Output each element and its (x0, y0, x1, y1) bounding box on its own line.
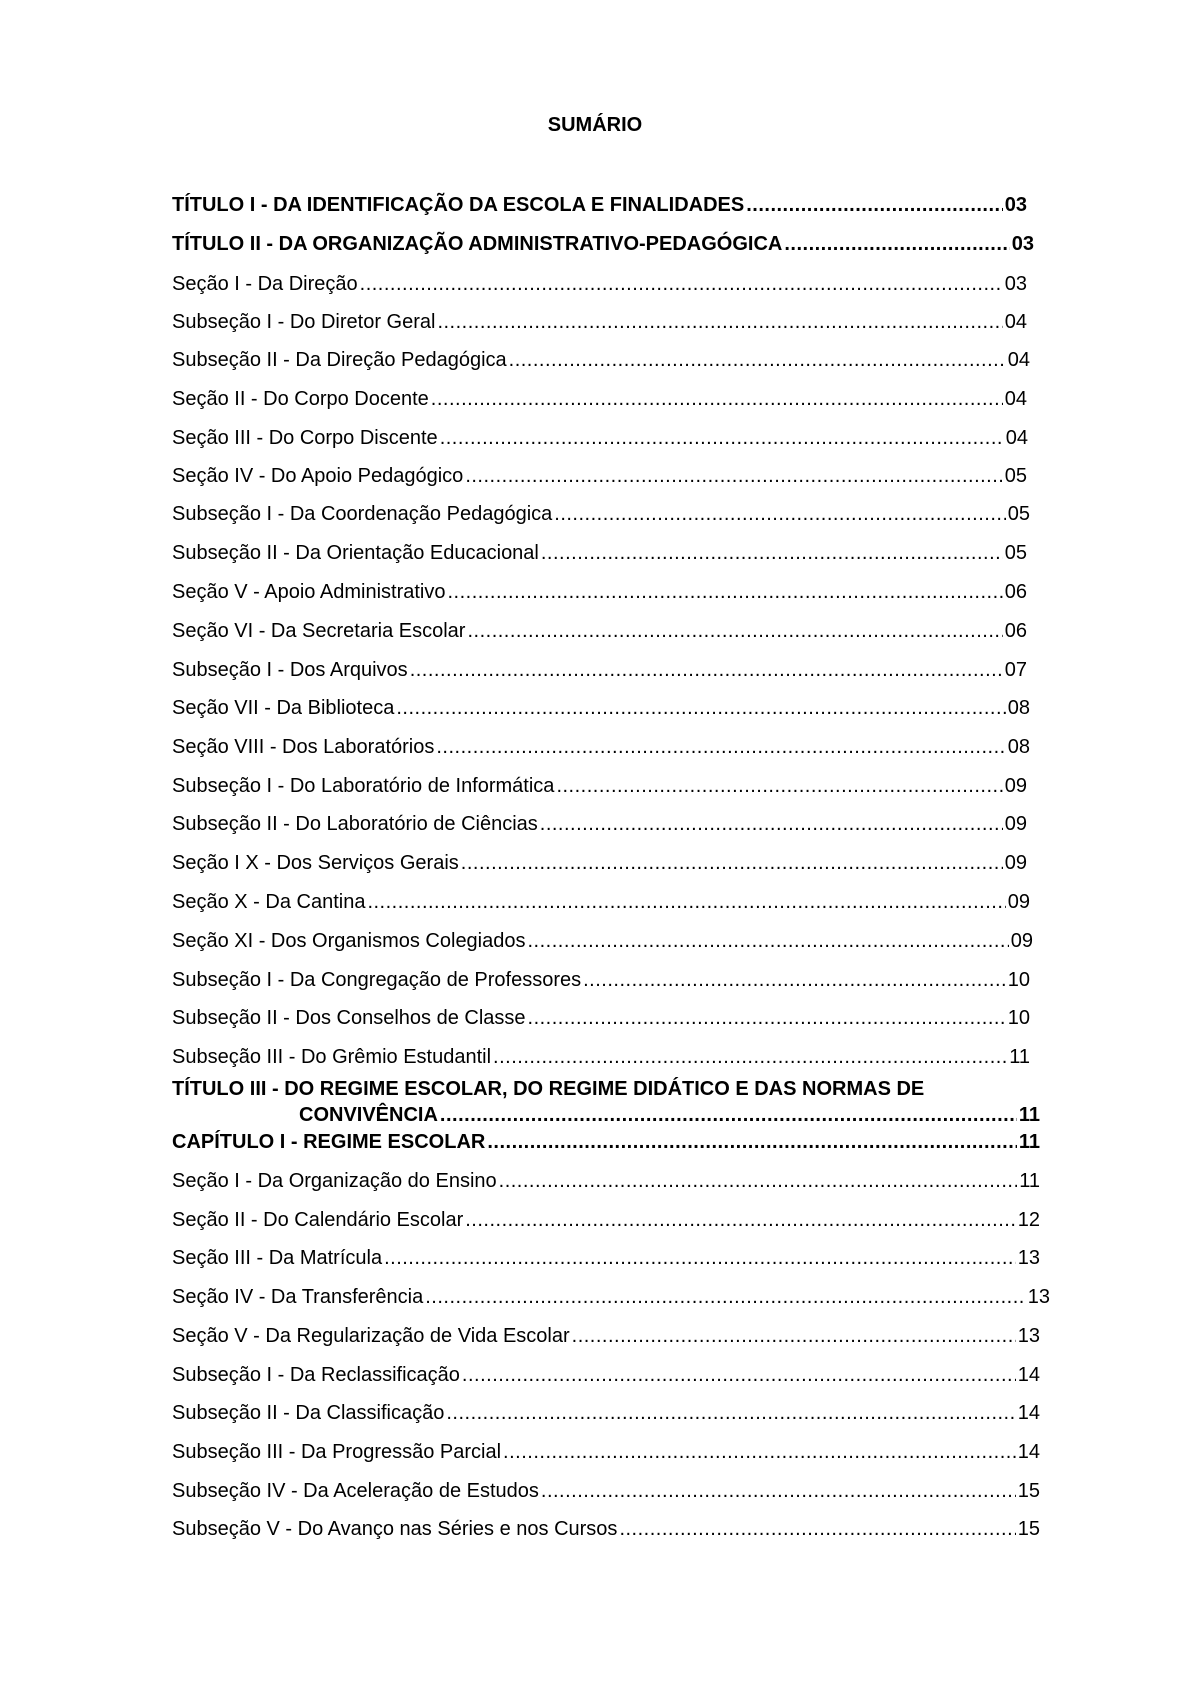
dot-leader (360, 272, 1003, 296)
dot-leader (619, 1517, 1015, 1541)
toc-entry[interactable] (172, 387, 1027, 411)
toc-entry-page-number: 08 (1007, 697, 1030, 719)
toc-entry-label: Seção IV - Do Apoio Pedagógico (172, 465, 464, 487)
dot-leader (440, 1103, 1017, 1127)
toc-entry-page-number: 11 (1019, 1170, 1040, 1192)
toc-entry-page-number: 13 (1027, 1286, 1050, 1308)
dot-leader (528, 1006, 1006, 1030)
toc-entry-label: Seção VII - Da Biblioteca (172, 697, 395, 719)
toc-entry[interactable] (172, 696, 1030, 720)
dot-leader (467, 619, 1002, 643)
toc-entry-label: Subseção II - Dos Conselhos de Classe (172, 1007, 526, 1029)
toc-entry[interactable] (172, 464, 1027, 488)
dot-leader (556, 774, 1002, 798)
toc-entry-page-number: 06 (1004, 581, 1027, 603)
dot-leader (554, 502, 1005, 526)
dot-leader (487, 1130, 1017, 1154)
toc-entry[interactable] (172, 502, 1030, 526)
toc-entry-label: Subseção I - Do Diretor Geral (172, 311, 436, 333)
dot-leader (462, 1363, 1016, 1387)
toc-entry-label: Seção I - Da Organização do Ensino (172, 1170, 497, 1192)
toc-entry-page-number: 13 (1017, 1325, 1040, 1347)
toc-entry-label: Subseção I - Do Laboratório de Informática (172, 775, 555, 797)
toc-entry[interactable] (172, 1363, 1040, 1387)
toc-entry[interactable] (172, 348, 1030, 372)
dot-leader (431, 387, 1003, 411)
toc-entry-label: Seção VI - Da Secretaria Escolar (172, 620, 466, 642)
toc-entry[interactable] (299, 1103, 1040, 1127)
toc-entry-page-number: 07 (1004, 659, 1027, 681)
dot-leader (746, 193, 1003, 217)
toc-entry-label: Seção I - Da Direção (172, 273, 358, 295)
dot-leader (465, 1208, 1016, 1232)
toc-entry[interactable] (172, 1130, 1040, 1154)
toc-entry[interactable] (172, 619, 1027, 643)
dot-leader (541, 541, 1003, 565)
dot-leader (447, 580, 1002, 604)
dot-leader (583, 968, 1006, 992)
toc-entry[interactable] (172, 272, 1027, 296)
toc-entry-page-number: 09 (1004, 775, 1027, 797)
toc-entry-label: Subseção IV - Da Aceleração de Estudos (172, 1480, 539, 1502)
toc-entry[interactable] (172, 658, 1027, 682)
toc-entry-page-number: 03 (1011, 233, 1034, 255)
dot-leader (440, 426, 1004, 450)
toc-entry-label: Subseção I - Da Congregação de Professores (172, 969, 582, 991)
dot-leader (540, 812, 1003, 836)
dot-leader (493, 1045, 1007, 1069)
toc-entry-label: Subseção II - Do Laboratório de Ciências (172, 813, 538, 835)
toc-entry-page-number: 12 (1017, 1209, 1040, 1231)
toc-entry-label: Seção II - Do Calendário Escolar (172, 1209, 464, 1231)
toc-entry[interactable] (172, 1324, 1040, 1348)
toc-entry-page-number: 15 (1017, 1518, 1040, 1540)
toc-entry-label: Seção V - Da Regularização de Vida Escolar (172, 1325, 570, 1347)
dot-leader (436, 735, 1005, 759)
toc-entry-page-number: 08 (1007, 736, 1030, 758)
toc-entry-page-number: 11 (1018, 1104, 1040, 1126)
dot-leader (425, 1285, 1026, 1309)
toc-entry[interactable] (172, 232, 1034, 256)
toc-entry[interactable] (172, 426, 1028, 450)
toc-entry[interactable] (172, 968, 1030, 992)
toc-entry-label: Subseção I - Dos Arquivos (172, 659, 408, 681)
toc-entry[interactable] (172, 1401, 1040, 1425)
dot-leader (461, 851, 1003, 875)
dot-leader (446, 1401, 1015, 1425)
toc-entry-page-number: 10 (1007, 969, 1030, 991)
toc-entry-label: Subseção III - Do Grêmio Estudantil (172, 1046, 492, 1068)
dot-leader (541, 1479, 1016, 1503)
toc-entry[interactable] (172, 1246, 1040, 1270)
toc-entry-label: Seção VIII - Dos Laboratórios (172, 736, 435, 758)
toc-entry[interactable] (172, 851, 1027, 875)
toc-entry-page-number: 05 (1004, 465, 1027, 487)
toc-entry-page-number: 14 (1017, 1402, 1040, 1424)
toc-entry[interactable] (172, 1285, 1050, 1309)
toc-entry-label: Seção II - Do Corpo Docente (172, 388, 429, 410)
toc-entry[interactable] (172, 1440, 1040, 1464)
toc-entry[interactable] (172, 1045, 1030, 1069)
dot-leader (509, 348, 1006, 372)
toc-entry-page-number: 13 (1017, 1247, 1040, 1269)
toc-entry-label: Seção XI - Dos Organismos Colegiados (172, 930, 526, 952)
toc-entry-label: Subseção I - Da Coordenação Pedagógica (172, 503, 553, 525)
page-title: SUMÁRIO (547, 114, 643, 136)
toc-entry-page-number: 05 (1004, 542, 1027, 564)
toc-entry-label: Subseção III - Da Progressão Parcial (172, 1441, 502, 1463)
toc-entry[interactable] (172, 774, 1027, 798)
toc-entry[interactable] (172, 890, 1030, 914)
toc-entry-page-number: 04 (1004, 388, 1027, 410)
dot-leader (528, 929, 1009, 953)
toc-entry[interactable] (172, 1169, 1040, 1193)
toc-entry-page-number: 03 (1004, 194, 1027, 216)
dot-leader (396, 696, 1005, 720)
dot-leader (784, 232, 1009, 256)
toc-entry[interactable] (172, 193, 1027, 217)
toc-entry-label: Seção III - Do Corpo Discente (172, 427, 438, 449)
toc-entry-page-number: 10 (1007, 1007, 1030, 1029)
toc-entry[interactable] (172, 310, 1027, 334)
toc-entry-label: CONVIVÊNCIA (299, 1104, 438, 1126)
toc-entry-label: Seção V - Apoio Administrativo (172, 581, 446, 603)
toc-entry-label: CAPÍTULO I - REGIME ESCOLAR (172, 1131, 486, 1153)
toc-entry[interactable] (172, 580, 1027, 604)
toc-entry[interactable] (172, 812, 1027, 836)
toc-entry-label: Subseção I - Da Reclassificação (172, 1364, 460, 1386)
toc-entry-label: Subseção II - Da Orientação Educacional (172, 542, 539, 564)
dot-leader (503, 1440, 1016, 1464)
toc-entry-label: TÍTULO II - DA ORGANIZAÇÃO ADMINISTRATIVO-PEDAGÓGICA (172, 233, 783, 255)
dot-leader (572, 1324, 1016, 1348)
toc-entry-page-number: 15 (1017, 1480, 1040, 1502)
toc-entry-label: Subseção V - Do Avanço nas Séries e nos Cursos (172, 1518, 618, 1540)
toc-entry-label: Seção I X - Dos Serviços Gerais (172, 852, 459, 874)
toc-entry-page-number: 04 (1005, 427, 1028, 449)
toc-entry-page-number: 06 (1004, 620, 1027, 642)
toc-entry-page-number: 09 (1004, 813, 1027, 835)
toc-entry-page-number: 05 (1007, 503, 1030, 525)
toc-entry-label: Seção III - Da Matrícula (172, 1247, 383, 1269)
toc-entry-page-number: 09 (1010, 930, 1033, 952)
toc-entry[interactable] (172, 541, 1027, 565)
toc-entry[interactable] (172, 1479, 1040, 1503)
toc-entry-page-number: 11 (1009, 1046, 1030, 1068)
toc-entry[interactable] (172, 1517, 1040, 1541)
toc-entry-page-number: 03 (1004, 273, 1027, 295)
toc-entry-page-number: 09 (1007, 891, 1030, 913)
toc-entry[interactable] (172, 929, 1033, 953)
toc-entry-label-line1: TÍTULO III - DO REGIME ESCOLAR, DO REGIME DIDÁTICO E DAS NORMAS DE (172, 1078, 925, 1100)
toc-entry[interactable] (172, 1208, 1040, 1232)
toc-entry[interactable] (172, 1006, 1030, 1030)
dot-leader (465, 464, 1002, 488)
toc-entry-label: Subseção II - Da Classificação (172, 1402, 445, 1424)
toc-entry-page-number: 14 (1017, 1364, 1040, 1386)
toc-entry-page-number: 14 (1017, 1441, 1040, 1463)
dot-leader (367, 890, 1005, 914)
toc-entry-page-number: 11 (1018, 1131, 1040, 1153)
dot-leader (410, 658, 1003, 682)
toc-entry[interactable] (172, 735, 1030, 759)
dot-leader (499, 1169, 1018, 1193)
toc-entry-page-number: 09 (1004, 852, 1027, 874)
toc-entry-label: Subseção II - Da Direção Pedagógica (172, 349, 507, 371)
toc-entry-page-number: 04 (1007, 349, 1030, 371)
toc-entry-label: Seção IV - Da Transferência (172, 1286, 424, 1308)
toc-entry-label: TÍTULO I - DA IDENTIFICAÇÃO DA ESCOLA E FINALIDADES (172, 194, 745, 216)
toc-entry-page-number: 04 (1004, 311, 1027, 333)
toc-entry-label: Seção X - Da Cantina (172, 891, 366, 913)
dot-leader (437, 310, 1002, 334)
dot-leader (384, 1246, 1016, 1270)
